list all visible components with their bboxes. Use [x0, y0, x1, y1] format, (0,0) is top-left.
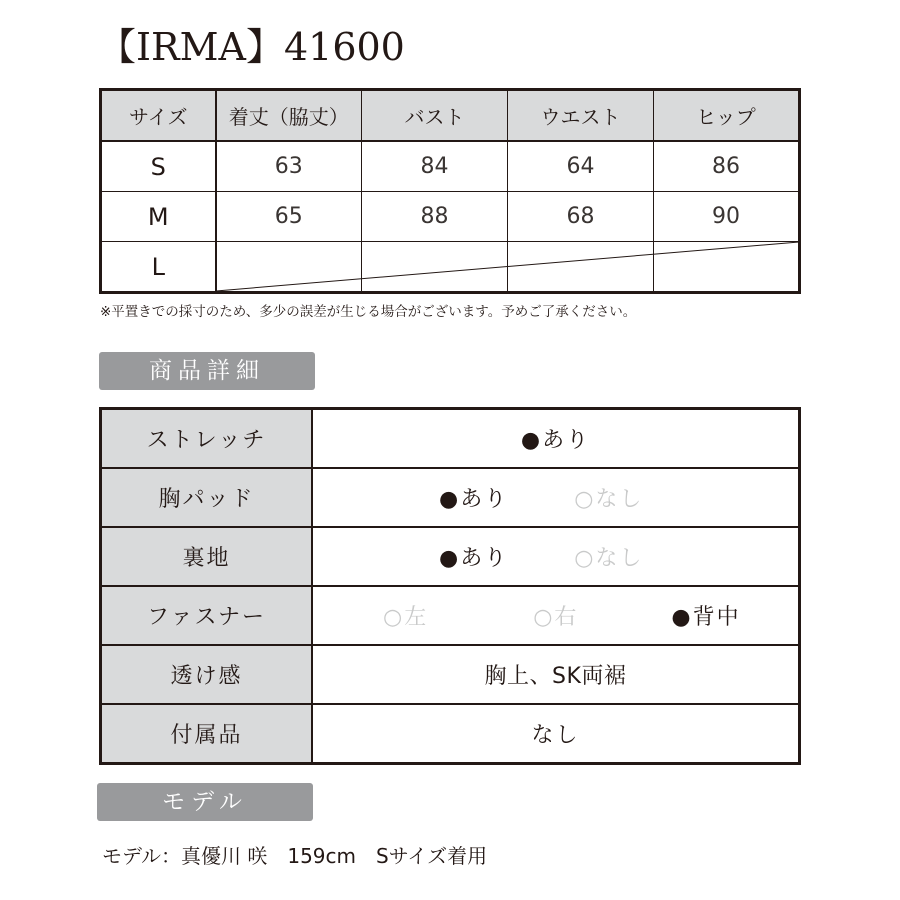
size-label: M — [101, 192, 216, 242]
detail-table — [99, 407, 801, 765]
size-row-m — [101, 192, 800, 242]
detail-row-accessories — [101, 704, 800, 764]
size-value: 64 — [508, 141, 654, 192]
option-selected: ●あり — [520, 428, 591, 453]
detail-row-pad — [101, 468, 800, 527]
detail-row-stretch — [101, 409, 800, 469]
section-label-model: モデル — [97, 783, 313, 821]
size-table-header — [101, 90, 800, 142]
size-value-empty — [508, 242, 654, 293]
size-row-s — [101, 141, 800, 192]
option-unselected: ○右 — [533, 605, 579, 630]
model-info: モデル：真優川 咲 159cm Sサイズ着用 — [102, 844, 488, 868]
option-value: なし — [531, 723, 580, 748]
detail-label: 裏地 — [101, 527, 313, 586]
size-row-l — [101, 242, 800, 293]
detail-label: 付属品 — [101, 704, 313, 764]
size-value: 88 — [362, 192, 508, 242]
option-unselected: ○左 — [383, 605, 429, 630]
option-selected: ●あり — [439, 487, 509, 512]
header-bust: バスト — [362, 90, 508, 142]
size-value: 65 — [216, 192, 362, 242]
detail-label: ファスナー — [101, 586, 313, 645]
size-value: 90 — [654, 192, 800, 242]
measurement-note: ※平置きでの採寸のため、多少の誤差が生じる場合がございます。予めご了承ください。 — [100, 304, 637, 320]
product-title: 【IRMA】41600 — [98, 25, 405, 69]
size-value: 84 — [362, 141, 508, 192]
header-hip: ヒップ — [654, 90, 800, 142]
header-length: 着丈（脇丈） — [216, 90, 362, 142]
detail-row-sheer — [101, 645, 800, 704]
detail-label: 透け感 — [101, 645, 313, 704]
size-label: L — [101, 242, 216, 293]
option-unselected: ○なし — [574, 487, 644, 512]
option-value: 胸上、SK両裾 — [484, 664, 627, 689]
option-unselected: ○なし — [574, 546, 644, 571]
size-value-empty — [216, 242, 362, 293]
option-selected: ●あり — [439, 546, 509, 571]
detail-label: 胸パッド — [101, 468, 313, 527]
section-label-details: 商品詳細 — [99, 352, 315, 390]
option-selected: ●背中 — [671, 605, 741, 630]
detail-label: ストレッチ — [101, 409, 313, 469]
size-table — [99, 88, 801, 294]
header-size: サイズ — [101, 90, 216, 142]
detail-row-lining — [101, 527, 800, 586]
size-value-empty — [362, 242, 508, 293]
size-value: 86 — [654, 141, 800, 192]
size-value: 63 — [216, 141, 362, 192]
header-waist: ウエスト — [508, 90, 654, 142]
detail-row-zipper — [101, 586, 800, 645]
size-value: 68 — [508, 192, 654, 242]
size-label: S — [101, 141, 216, 192]
size-value-empty — [654, 242, 800, 293]
